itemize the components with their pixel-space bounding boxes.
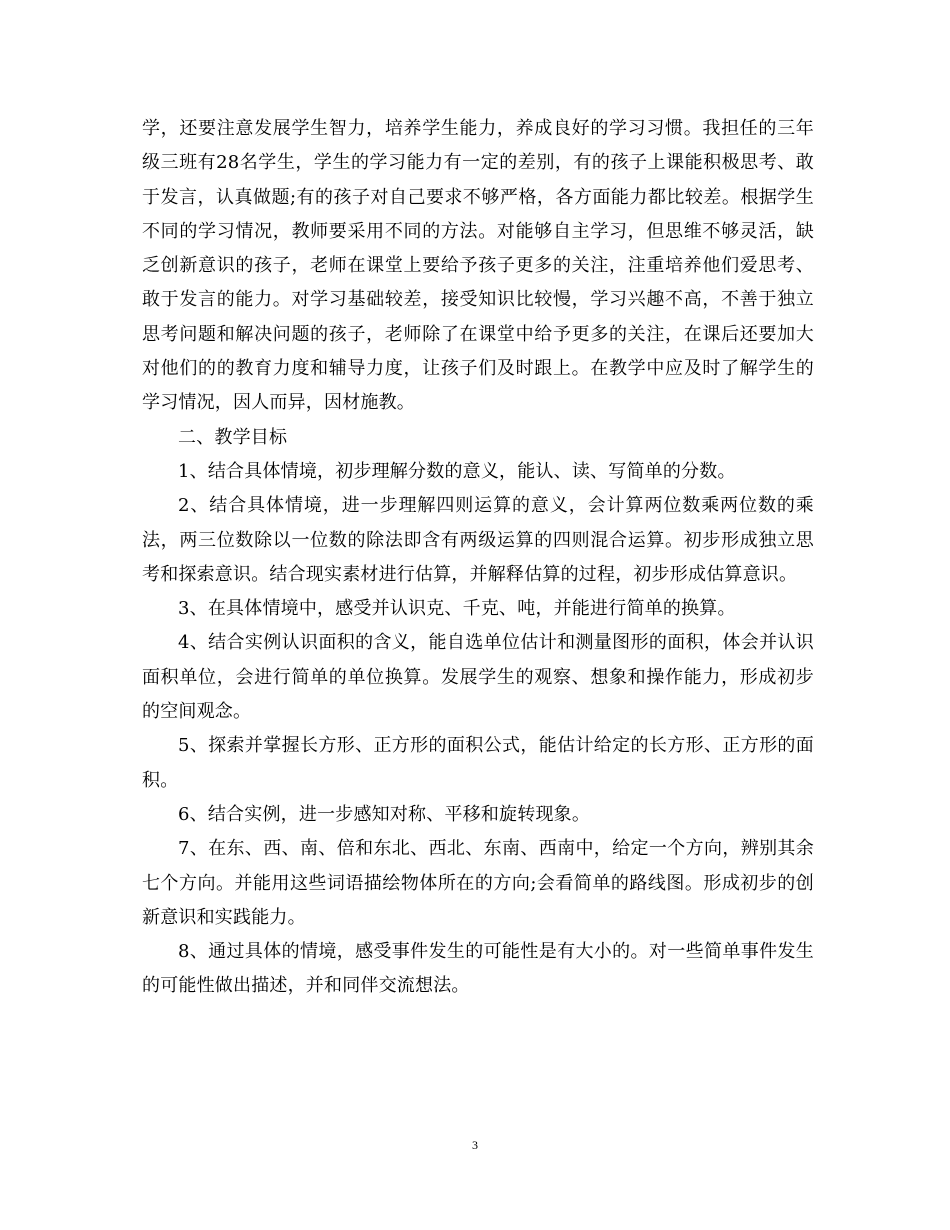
goal-item-5: 5、探索并掌握长方形、正方形的面积公式，能估计给定的长方形、正方形的面积。	[142, 735, 814, 791]
section-heading-teaching-goals: 二、教学目标	[178, 426, 288, 448]
paragraph-intro: 学，还要注意发展学生智力，培养学生能力，养成良好的学习习惯。我担任的三年级三班有28名学生，学生的学习能力有一定的差别，有的孩子上课能积极思考、敢于发言，认真做题;有的孩子对自己要求不够严格，各方面能力都比较差。根据学生不同的学习情况，教师要采用不同的方法。对能够自主学习，但思维不够灵活，缺乏创新意识的孩子，老师在课堂上要给予孩子更多的关注，注重培养他们爱思考、敢于发言的能力。对学习基础较差，接受知识比较慢，学习兴趣不高，不善于独立思考问题和解决问题的孩子，老师除了在课堂中给予更多的关注，在课后还要加大对他们的的教育力度和辅导力度，让孩子们及时跟上。在教学中应及时了解学生的学习情况，因人而异，因材施教。	[142, 118, 814, 414]
goal-item-3: 3、在具体情境中，感受并认识克、千克、吨，并能进行简单的换算。	[178, 598, 736, 620]
goal-item-7: 7、在东、西、南、倍和东北、西北、东南、西南中，给定一个方向，辨别其余七个方向。并能用这些词语描绘物体所在的方向;会看简单的路线图。形成初步的创新意识和实践能力。	[142, 838, 814, 928]
goal-item-4: 4、结合实例认识面积的含义，能自选单位估计和测量图形的面积，体会并认识面积单位，会进行简单的单位换算。发展学生的观察、想象和操作能力，形成初步的空间观念。	[142, 632, 814, 723]
goal-item-6: 6、结合实例，进一步感知对称、平移和旋转现象。	[178, 803, 591, 825]
goal-item-2: 2、结合具体情境，进一步理解四则运算的意义，会计算两位数乘两位数的乘法，两三位数除以一位数的除法即含有两级运算的四则混合运算。初步形成独立思考和探索意识。结合现实素材进行估算，并解释估算的过程，初步形成估算意识。	[142, 495, 814, 585]
document-body	[142, 112, 814, 1004]
goal-item-1: 1、结合具体情境，初步理解分数的意义，能认、读、写简单的分数。	[178, 460, 736, 482]
goal-item-8: 8、通过具体的情境，感受事件发生的可能性是有大小的。对一些简单事件发生的可能性做出描述，并和同伴交流想法。	[142, 941, 814, 997]
page-number: 3	[472, 1138, 478, 1152]
